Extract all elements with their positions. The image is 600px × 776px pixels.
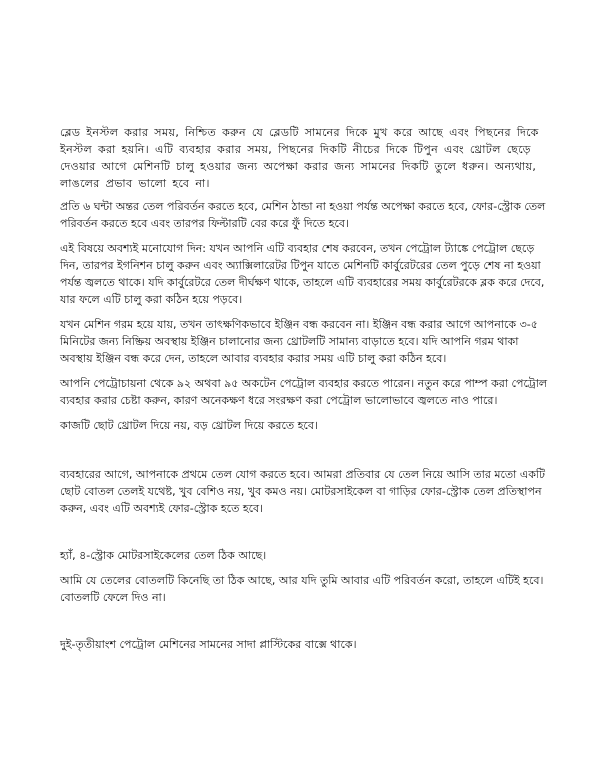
paragraph-fuel-octane: আপনি পেট্রোচায়না থেকে ৯২ অথবা ৯৫ অকটেন পেট্রোল ব্যবহার করতে পারেন। নতুন করে পাম্প করা পেট্রোল ব্যবহার করার চেষ্টা করুন, কারণ অনেকক্ষণ ধরে সংরক্ষণ করা পেট্রোল ভালোভাবে জ্বলতে নাও পারে। xyxy=(60,377,548,407)
document-body xyxy=(60,124,548,653)
paragraph-throttle: কাজটি ছোট থ্রোটল দিয়ে নয়, বড় থ্রোটল দিয়ে করতে হবে। xyxy=(60,419,318,432)
paragraph-engine-cooldown: যখন মেশিন গরম হয়ে যায়, তখন তাৎক্ষণিকভাবে ইঞ্জিন বন্ধ করবেন না। ইঞ্জিন বন্ধ করার আগে আপনাকে ৩-৫ মিনিটের জন্য নিষ্ক্রিয় অবস্থায় ইঞ্জিন চালানোর জন্য থ্রোটলটি সামান্য বাড়াতে হবে। যদি আপনি গরম থাকা অবস্থায় ইঞ্জিন বন্ধ করে দেন, তাহলে আবার ব্যবহার করার সময় এটি চালু করা কঠিন হবে। xyxy=(60,318,538,365)
paragraph-carburetor-warning: এই বিষয়ে অবশ্যই মনোযোগ দিন: যখন আপনি এটি ব্যবহার শেষ করবেন, তখন পেট্রোল ট্যাঙ্কে পেট্রোল ছেড়ে দিন, তারপর ইগনিশন চালু করুন এবং অ্যাক্সিলারেটর টিপুন যাতে মেশিনটি কার্বুরেটরের তেল পুড়ে শেষ না হওয়া পর্যন্ত জ্বলতে থাকে। যদি কার্বুরেটরে তেল দীর্ঘক্ষণ থাকে, তাহলে এটি ব্যবহারের সময় কার্বুরেটরকে ব্লক করে দেবে, যার ফলে এটি চালু করা কঠিন হয়ে পড়বে। xyxy=(60,242,545,306)
paragraph-blade-installation: ব্লেড ইনস্টল করার সময়, নিশ্চিত করুন যে ব্লেডটি সামনের দিকে মুখ করে আছে এবং পিছনের দিকে ইনস্টল করা হয়নি। এটি ব্যবহার করার সময়, পিছনের দিকটি নীচের দিকে টিপুন এবং থ্রোটল ছেড়ে দেওয়ার আগে মেশিনটি চালু হওয়ার জন্য অপেক্ষা করার জন্য সামনের দিকটি তুলে ধরুন। অন্যথায়, লাঙলের প্রভাব ভালো হবে না। xyxy=(60,126,539,190)
paragraph-four-stroke-oil: হ্যাঁ, ৪-স্ট্রোক মোটরসাইকেলের তেল ঠিক আছে। xyxy=(60,549,267,562)
paragraph-fuel-box: দুই-তৃতীয়াংশ পেট্রোল মেশিনের সামনের সাদা প্লাস্টিকের বাক্সে থাকে। xyxy=(60,638,357,651)
paragraph-oil-before-use: ব্যবহারের আগে, আপনাকে প্রথমে তেল যোগ করতে হবে। আমরা প্রতিবার যে তেল নিয়ে আসি তার মতো একটি ছোট বোতল তেলই যথেষ্ট, খুব বেশিও নয়, খুব কমও নয়। মোটরসাইকেল বা গাড়ির ফোর-স্ট্রোক তেল প্রতিস্থাপন করুন, এবং এটি অবশ্যই ফোর-স্ট্রোক হতে হবে। xyxy=(60,468,546,515)
paragraph-oil-bottle: আমি যে তেলের বোতলটি কিনেছি তা ঠিক আছে, আর যদি তুমি আবার এটি পরিবর্তন করো, তাহলে এটিই হবে। বোতলটি ফেলে দিও না। xyxy=(60,574,544,604)
paragraph-oil-change-interval: প্রতি ৬ ঘন্টা অন্তর তেল পরিবর্তন করতে হবে, মেশিন ঠান্ডা না হওয়া পর্যন্ত অপেক্ষা করতে হবে, ফোর-স্ট্রোক তেল পরিবর্তন করতে হবে এবং তারপর ফিল্টারটি বের করে ফুঁ দিতে হবে। xyxy=(60,200,546,230)
